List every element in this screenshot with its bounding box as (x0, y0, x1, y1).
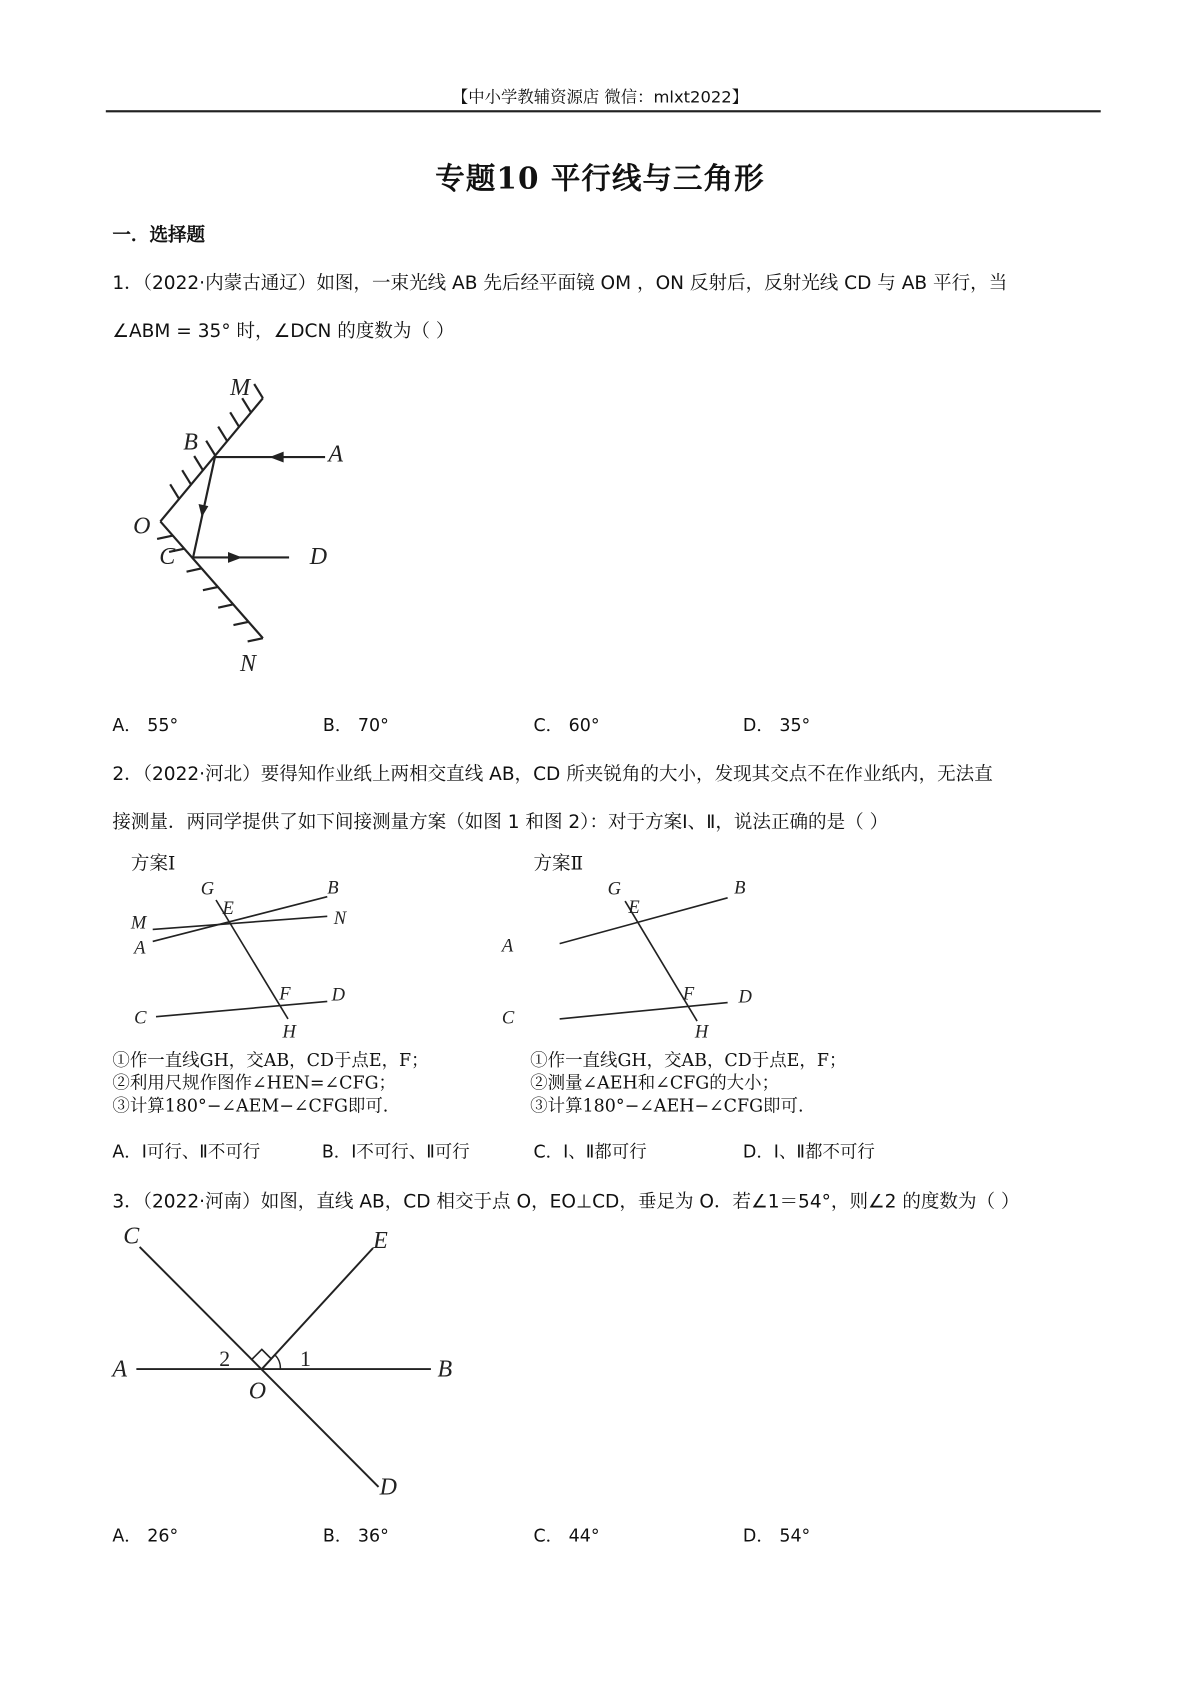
label-angle-2: 2 (219, 1346, 231, 1371)
arrow-ab-icon (269, 452, 283, 463)
q2-stem-line-2: 接测量．两同学提供了如下间接测量方案（如图 1 和图 2）：对于方案Ⅰ、Ⅱ，说法正确的是（ ） (112, 811, 889, 834)
label-a: A (328, 441, 344, 468)
q3-option-c[interactable]: C． 44° (533, 1525, 600, 1546)
s2-label-h: H (694, 1021, 709, 1043)
scheme2-step-3: ③计算180°−∠AEH−∠CFG即可. (530, 1095, 804, 1116)
q1-option-d[interactable]: D． 35° (742, 714, 811, 736)
s2-label-f: F (682, 983, 695, 1005)
q1-mirror-figure (120, 365, 382, 681)
label-angle-1: 1 (299, 1346, 311, 1371)
s1-label-a: A (134, 937, 146, 959)
label-n: N (239, 650, 256, 677)
s2-label-d: D (738, 986, 752, 1008)
q3-option-a[interactable]: A． 26° (112, 1525, 179, 1546)
q1-stem-line-1: 1．（2022·内蒙古通辽）如图，一束光线 AB 先后经平面镜 OM ，ON 反射后，反射光线 CD 与 AB 平行，当 (112, 272, 1008, 295)
q2-stem-line-1: 2．（2022·河北）要得知作业纸上两相交直线 AB，CD 所夹锐角的大小，发现其交点不在作业纸内，无法直 (112, 763, 993, 786)
q1-option-b[interactable]: B． 70° (322, 714, 389, 736)
arrow-cd-icon (228, 552, 242, 563)
header-rule (106, 110, 1101, 112)
scheme2-step-1: ①作一直线GH，交AB，CD于点E，F； (530, 1049, 847, 1071)
label-c: C (159, 543, 176, 570)
s1-label-f: F (279, 983, 291, 1005)
angle-1-arc (275, 1355, 280, 1369)
s2-label-g: G (607, 878, 622, 900)
page-title: 专题10 平行线与三角形 (435, 162, 765, 197)
arrow-bc-icon (199, 504, 209, 517)
label-a: A (112, 1356, 128, 1383)
label-d: D (379, 1474, 397, 1501)
s2-label-e: E (628, 897, 640, 919)
s2-label-c: C (501, 1007, 515, 1029)
q3-option-b[interactable]: B． 36° (322, 1525, 389, 1546)
q2-option-b[interactable]: B．Ⅰ不可行、Ⅱ可行 (321, 1141, 470, 1162)
q1-option-a[interactable]: A． 55° (112, 714, 179, 736)
q3-stem-line-1: 3．（2022·河南）如图，直线 AB，CD 相交于点 O，EO⊥CD，垂足为 O．若∠1＝54°，则∠2 的度数为（ ） (112, 1191, 1020, 1214)
q3-option-d[interactable]: D． 54° (742, 1525, 811, 1546)
right-angle-mark (252, 1349, 272, 1359)
page-header: 【中小学教辅资源店 微信：mlxt2022】 (451, 87, 749, 107)
s1-label-h: H (282, 1021, 296, 1043)
label-m: M (230, 374, 251, 401)
s1-label-c: C (134, 1007, 147, 1029)
scheme2-figure (496, 873, 780, 1045)
line-cd (156, 1001, 327, 1016)
s1-label-m: M (130, 912, 147, 934)
line-cd (560, 1003, 728, 1019)
mirror-om-line (160, 398, 263, 521)
line-cd (140, 1247, 379, 1487)
label-b: B (437, 1356, 453, 1383)
q3-angle-figure (104, 1222, 475, 1506)
s1-label-e: E (222, 898, 234, 920)
ray-oe (262, 1248, 373, 1369)
q2-option-c[interactable]: C．Ⅰ、Ⅱ都可行 (533, 1141, 647, 1162)
q2-option-a[interactable]: A．Ⅰ可行、Ⅱ不可行 (112, 1141, 261, 1162)
s1-label-b: B (327, 877, 339, 899)
scheme1-step-1: ①作一直线GH，交AB，CD于点E，F； (112, 1049, 429, 1071)
label-o: O (133, 513, 151, 540)
scheme1-step-2: ②利用尺规作图作∠HEN=∠CFG； (112, 1072, 396, 1094)
scheme2-step-2: ②测量∠AEH和∠CFG的大小； (530, 1072, 780, 1094)
s2-label-a: A (501, 935, 514, 957)
s2-label-b: B (734, 877, 746, 899)
s1-label-g: G (200, 878, 215, 900)
label-o: O (248, 1378, 267, 1405)
q1-option-c[interactable]: C． 60° (533, 714, 600, 736)
line-ab (560, 898, 728, 944)
mirror-on-line (160, 521, 263, 638)
scheme2-title: 方案Ⅱ (533, 853, 584, 875)
q1-stem-line-2: ∠ABM = 35° 时，∠DCN 的度数为（ ） (112, 320, 455, 343)
scheme1-figure (120, 873, 371, 1045)
label-d: D (309, 543, 328, 570)
scheme1-steps (112, 1048, 428, 1117)
section-heading: 一．选择题 (112, 224, 206, 247)
q2-option-d[interactable]: D．Ⅰ、Ⅱ都不可行 (742, 1141, 875, 1162)
label-c: C (123, 1223, 140, 1250)
s1-label-n: N (333, 907, 347, 929)
scheme1-step-3: ③计算180°−∠AEM−∠CFG即可. (112, 1095, 389, 1116)
label-e: E (373, 1227, 388, 1254)
label-b: B (183, 429, 198, 456)
scheme2-steps (530, 1048, 846, 1117)
s1-label-d: D (331, 984, 346, 1006)
scheme1-title: 方案Ⅰ (130, 853, 176, 875)
